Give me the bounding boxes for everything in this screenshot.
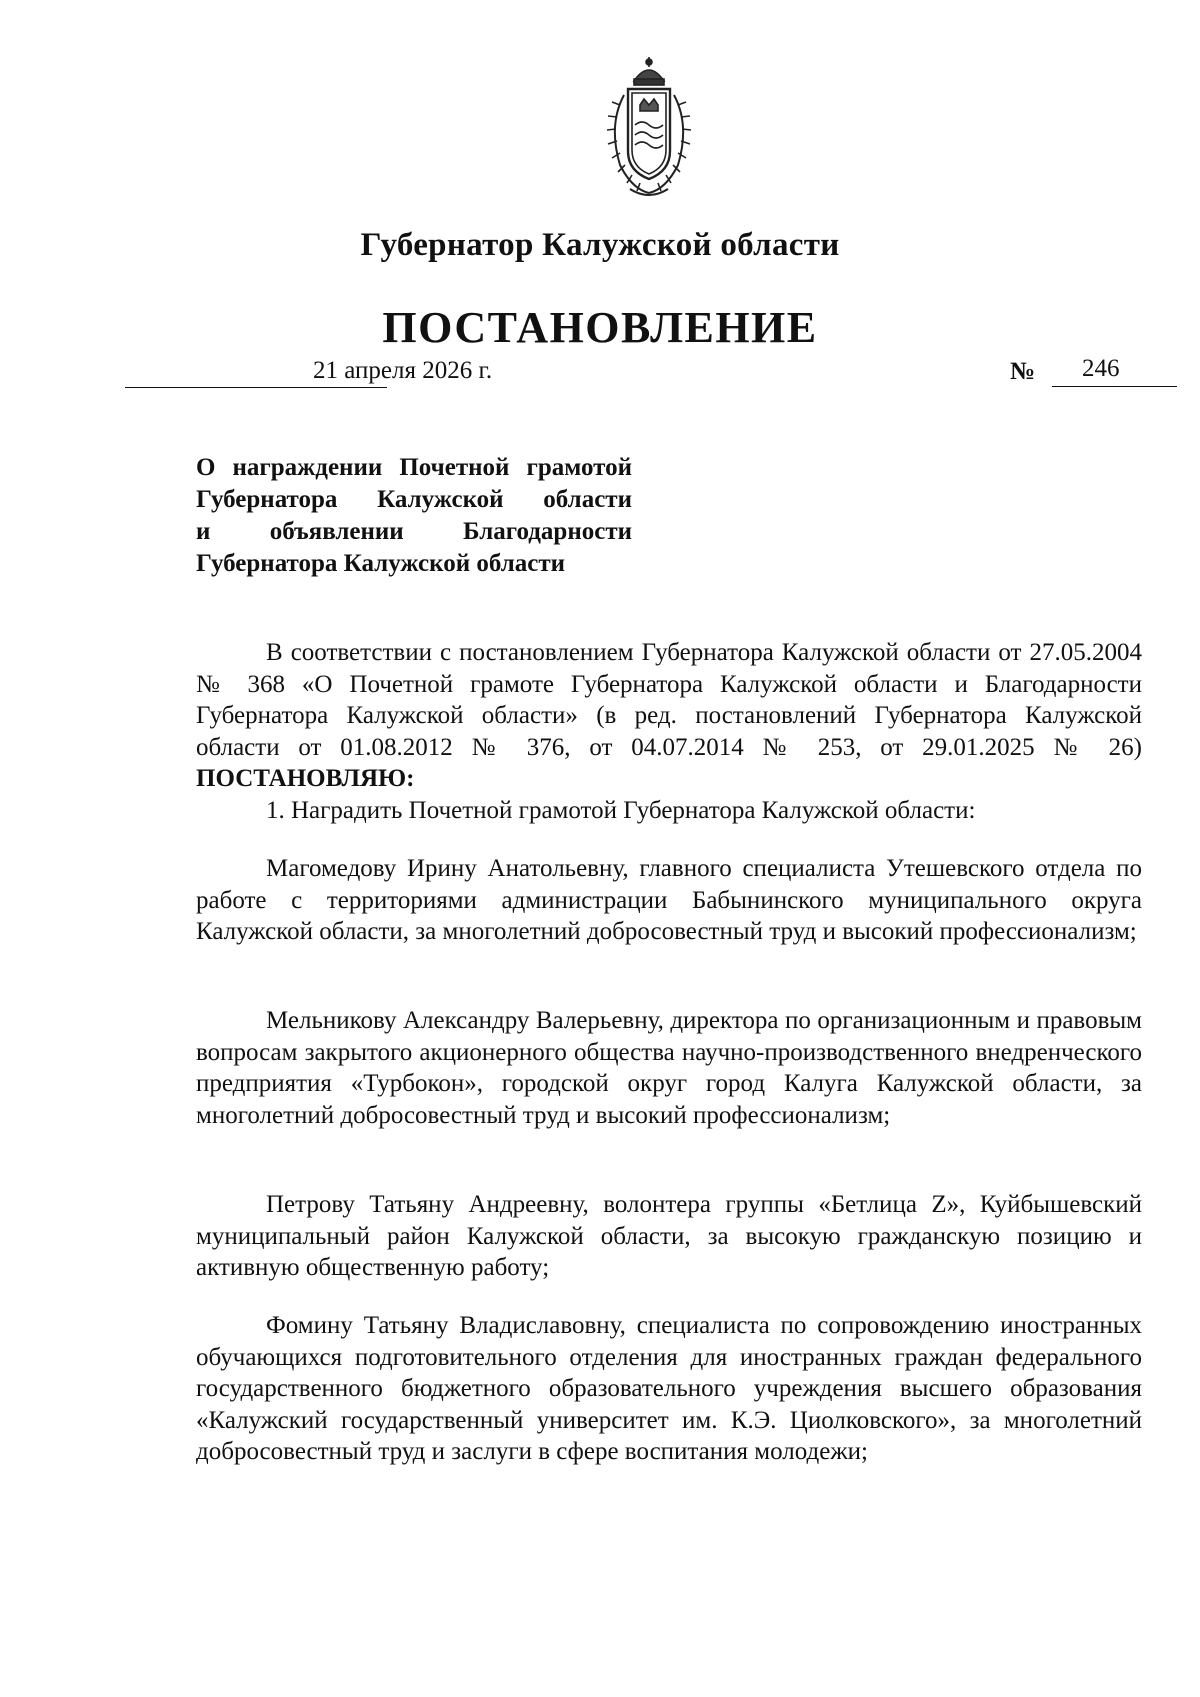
subject-line: и объявлении Благодарности bbox=[196, 518, 632, 545]
document-date-field bbox=[125, 355, 493, 388]
subject-line: О награждении Почетной грамотой bbox=[196, 454, 632, 481]
subject-line: Губернатора Калужской области bbox=[196, 486, 632, 513]
awardee-paragraph bbox=[196, 1189, 1142, 1284]
preamble-paragraph bbox=[196, 637, 1142, 795]
document-number: 246 bbox=[1082, 355, 1120, 382]
decree-item-1: 1. Наградить Почетной грамотой Губернатора Калужской области: bbox=[266, 797, 976, 824]
document-date: 21 апреля 2026 г. bbox=[313, 357, 493, 384]
document-type-title: ПОСТАНОВЛЕНИЕ bbox=[382, 303, 818, 352]
number-sign: № bbox=[1010, 358, 1036, 385]
number-underline bbox=[1052, 386, 1177, 387]
awardee-paragraph bbox=[196, 1005, 1142, 1131]
document-subject bbox=[196, 452, 632, 580]
coat-of-arms-emblem bbox=[590, 55, 708, 203]
issuing-authority: Губернатор Калужской области bbox=[360, 227, 840, 263]
awardee-text: Петрову Татьяну Андреевну, волонтера группы «Бетлица Z», Куйбышевский муниципальный район Калужской области, за высокую гражданскую позицию и активную общественную работу; bbox=[196, 1191, 1142, 1281]
awardee-paragraph bbox=[196, 853, 1142, 948]
awardee-text: Магомедову Ирину Анатольевну, главного специалиста Утешевского отдела по работе с территориями администрации Бабынинского муниципального округа Калужской области, за многолетний добросовестный труд и высокий профессионализм; bbox=[196, 855, 1142, 945]
awardee-text: Фомину Татьяну Владиславовну, специалиста по сопровождению иностранных обучающихся подготовительного отделения для иностранных граждан федерального государственного бюджетного образовательного учреждения высшего образования «Калужский государственный университет им. К.Э. Циолковского», за многолетний добросовестный труд и заслуги в сфере воспитания молодежи; bbox=[196, 1312, 1142, 1465]
awardee-paragraph bbox=[196, 1310, 1142, 1468]
preamble-text: В соответствии с постановлением Губернатора Калужской области от 27.05.2004 № 368 «О Почетной грамоте Губернатора Калужской области и Благодарности Губернатора Калужской области» (в ред. постановлений Губернатора Калужской области от 01.08.2012 № 376, от 04.07.2014 № 253, от 29.01.2025 № 26) bbox=[196, 639, 1142, 761]
resolve-word: ПОСТАНОВЛЯЮ: bbox=[196, 765, 415, 792]
subject-line: Губернатора Калужской области bbox=[196, 550, 566, 577]
awardee-text: Мельникову Александру Валерьевну, директора по организационным и правовым вопросам закрытого акционерного общества научно-производственного внедренческого предприятия «Турбокон», городской округ город Калуга Калужской области, за многолетний добросовестный труд и высокий профессионализм; bbox=[196, 1007, 1142, 1129]
document-number-field bbox=[1010, 355, 1170, 387]
